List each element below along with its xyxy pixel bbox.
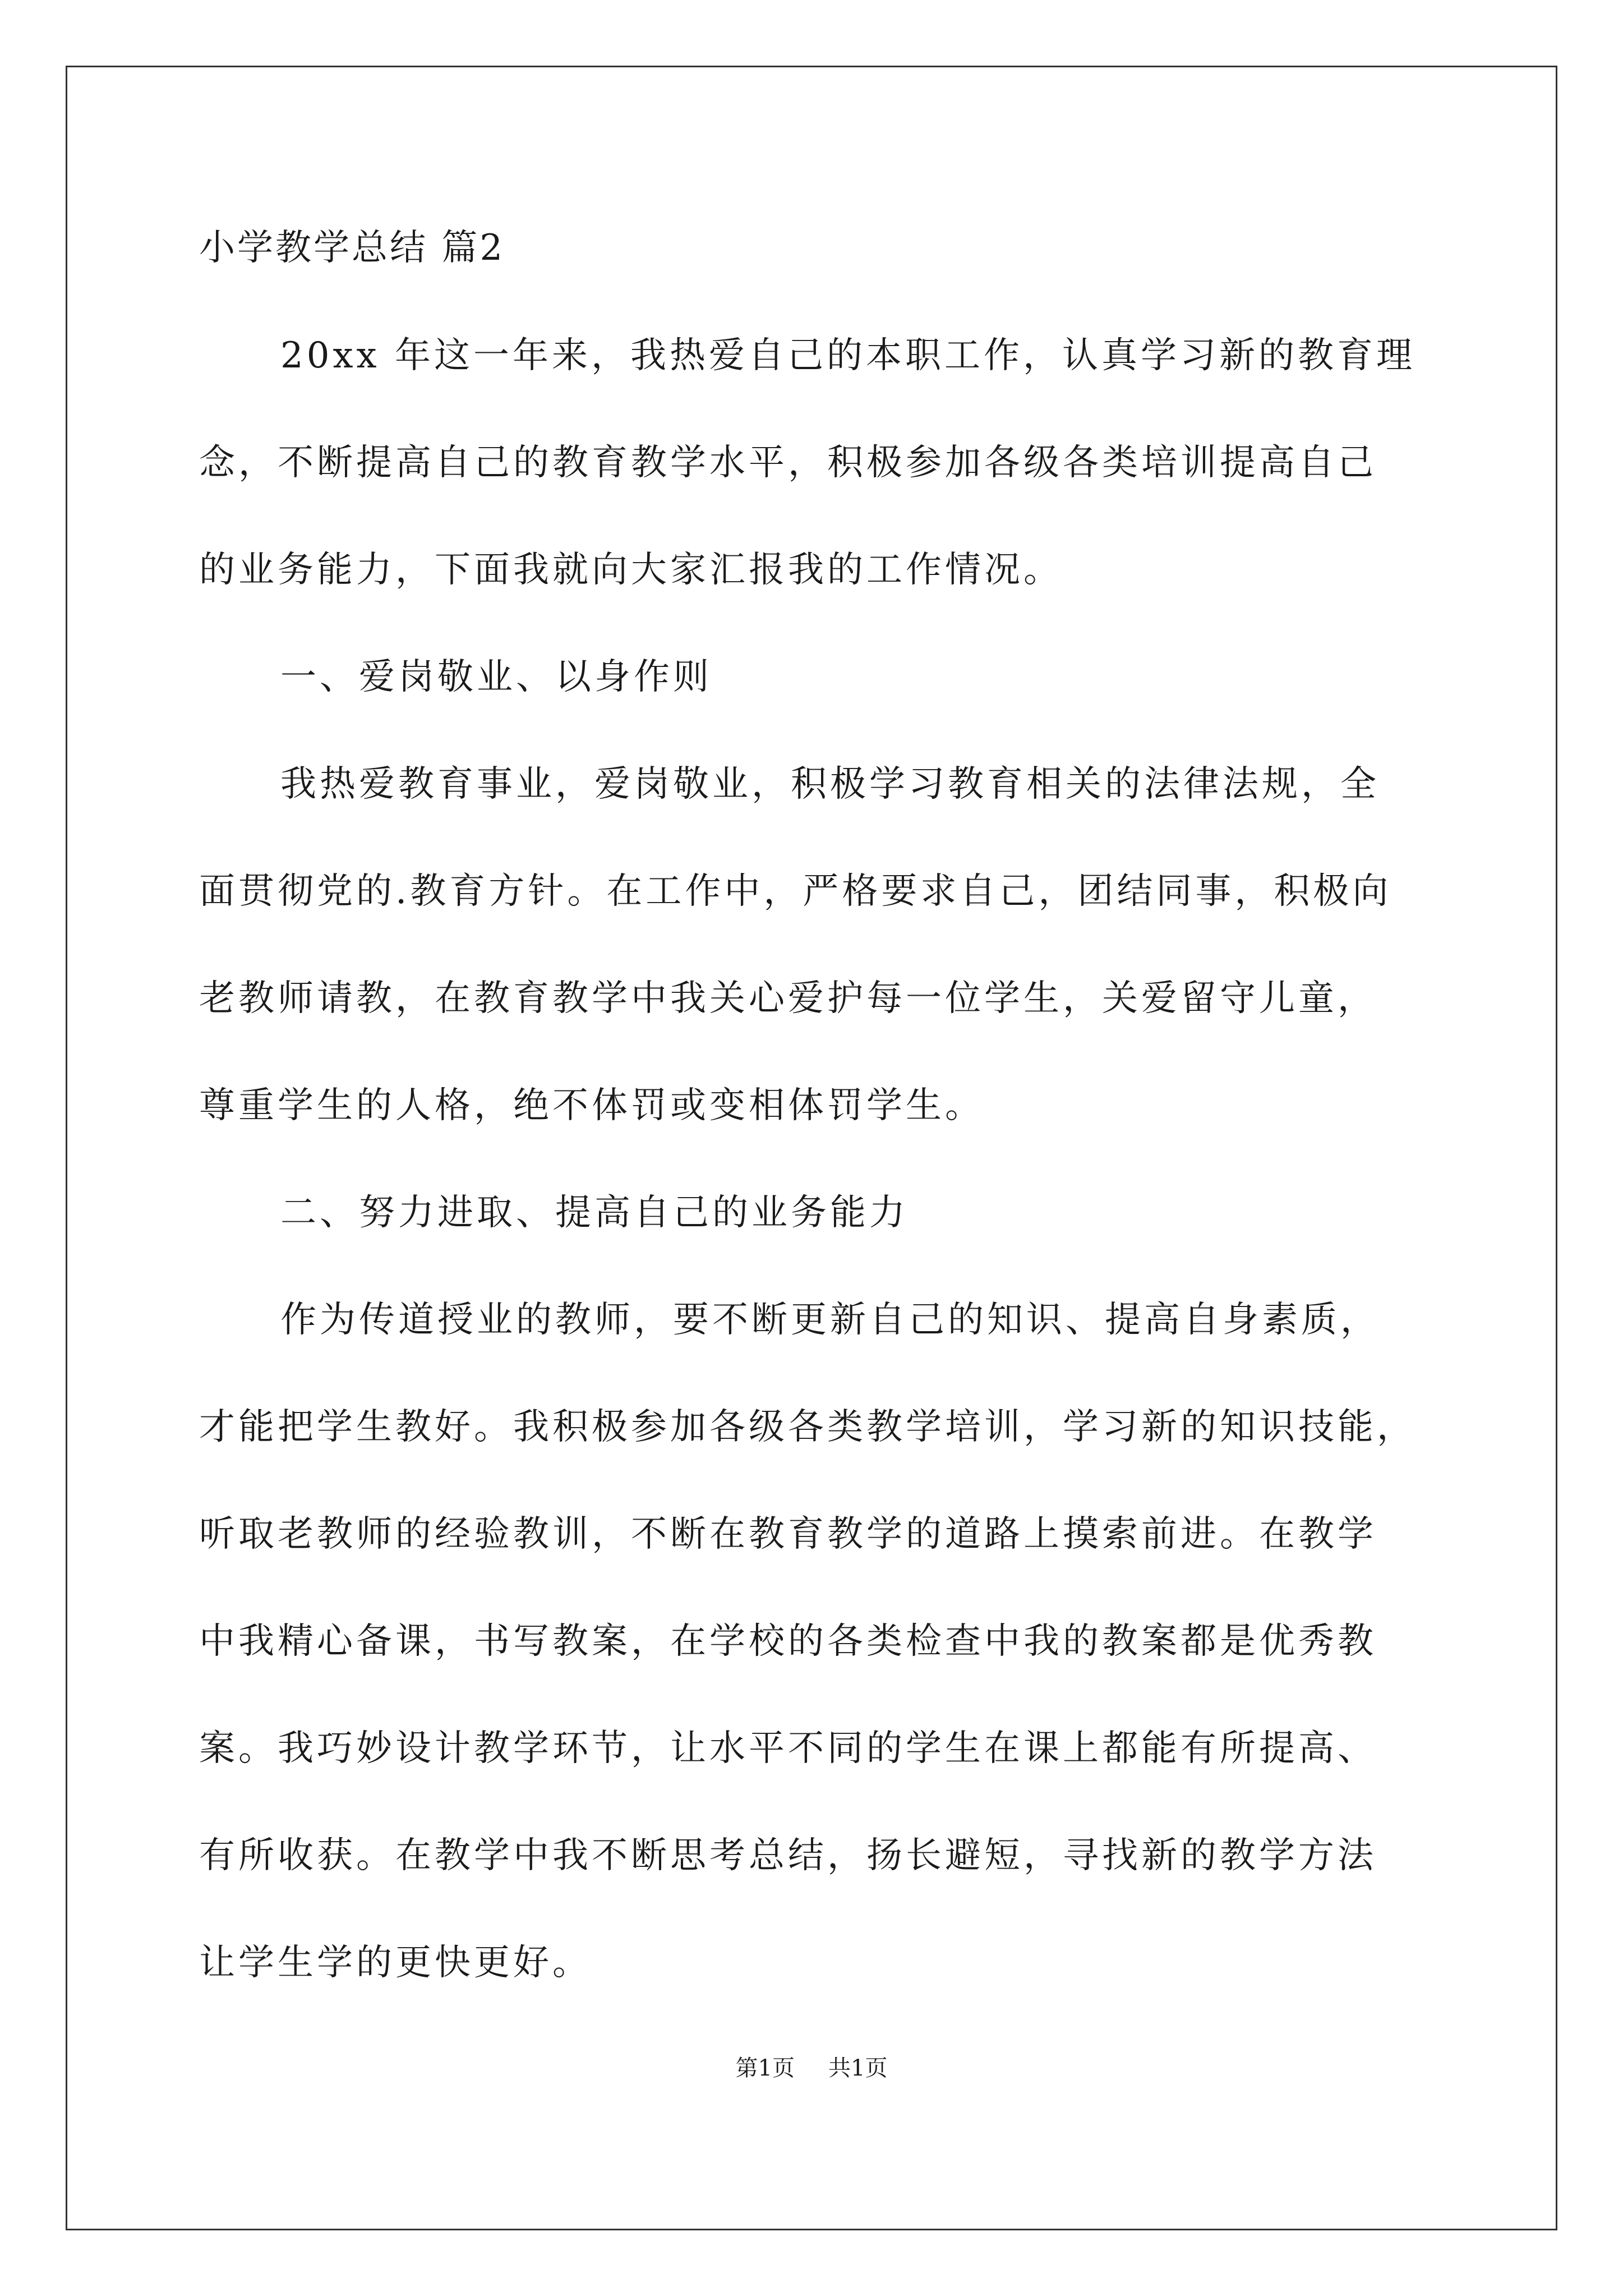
section-heading-1: 一、爱岗敬业、以身作则 xyxy=(280,656,712,698)
paragraph-line: 案。我巧妙设计教学环节，让水平不同的学生在课上都能有所提高、 xyxy=(199,1728,1377,1769)
paragraph-line: 有所收获。在教学中我不断思考总结，扬长避短，寻找新的教学方法 xyxy=(199,1835,1377,1876)
paragraph-line: 尊重学生的人格，绝不体罚或变相体罚学生。 xyxy=(199,1085,984,1126)
page-number: 第1页 xyxy=(735,2055,795,2081)
paragraph-line: 才能把学生教好。我积极参加各级各类教学培训，学习新的知识技能， xyxy=(199,1406,1416,1448)
section-heading-2: 二、努力进取、提高自己的业务能力 xyxy=(280,1192,909,1234)
paragraph-line: 面贯彻党的.教育方针。在工作中，严格要求自己，团结同事，积极向 xyxy=(199,871,1392,912)
paragraph-line: 中我精心备课，书写教案，在学校的各类检查中我的教案都是优秀教 xyxy=(199,1621,1377,1662)
paragraph-line: 作为传道授业的教师，要不断更新自己的知识、提高自身素质， xyxy=(280,1299,1380,1341)
page-total: 共1页 xyxy=(828,2055,888,2081)
paragraph-line: 我热爱教育事业，爱岗敬业，积极学习教育相关的法律法规，全 xyxy=(280,763,1380,805)
paragraph-line: 20xx 年这一年来，我热爱自己的本职工作，认真学习新的教育理 xyxy=(280,335,1415,376)
paragraph-line: 念，不断提高自己的教育教学水平，积极参加各级各类培训提高自己 xyxy=(199,442,1377,484)
paragraph-line: 听取老教师的经验教训，不断在教育教学的道路上摸索前进。在教学 xyxy=(199,1513,1377,1555)
paragraph-line: 让学生学的更快更好。 xyxy=(199,1942,592,1984)
paragraph-line: 的业务能力，下面我就向大家汇报我的工作情况。 xyxy=(199,549,1063,591)
paragraph-line: 老教师请教，在教育教学中我关心爱护每一位学生，关爱留守儿童， xyxy=(199,978,1377,1019)
page-border xyxy=(66,66,1557,2230)
page-footer xyxy=(0,2051,1623,2085)
document-title: 小学教学总结 篇2 xyxy=(199,227,505,269)
